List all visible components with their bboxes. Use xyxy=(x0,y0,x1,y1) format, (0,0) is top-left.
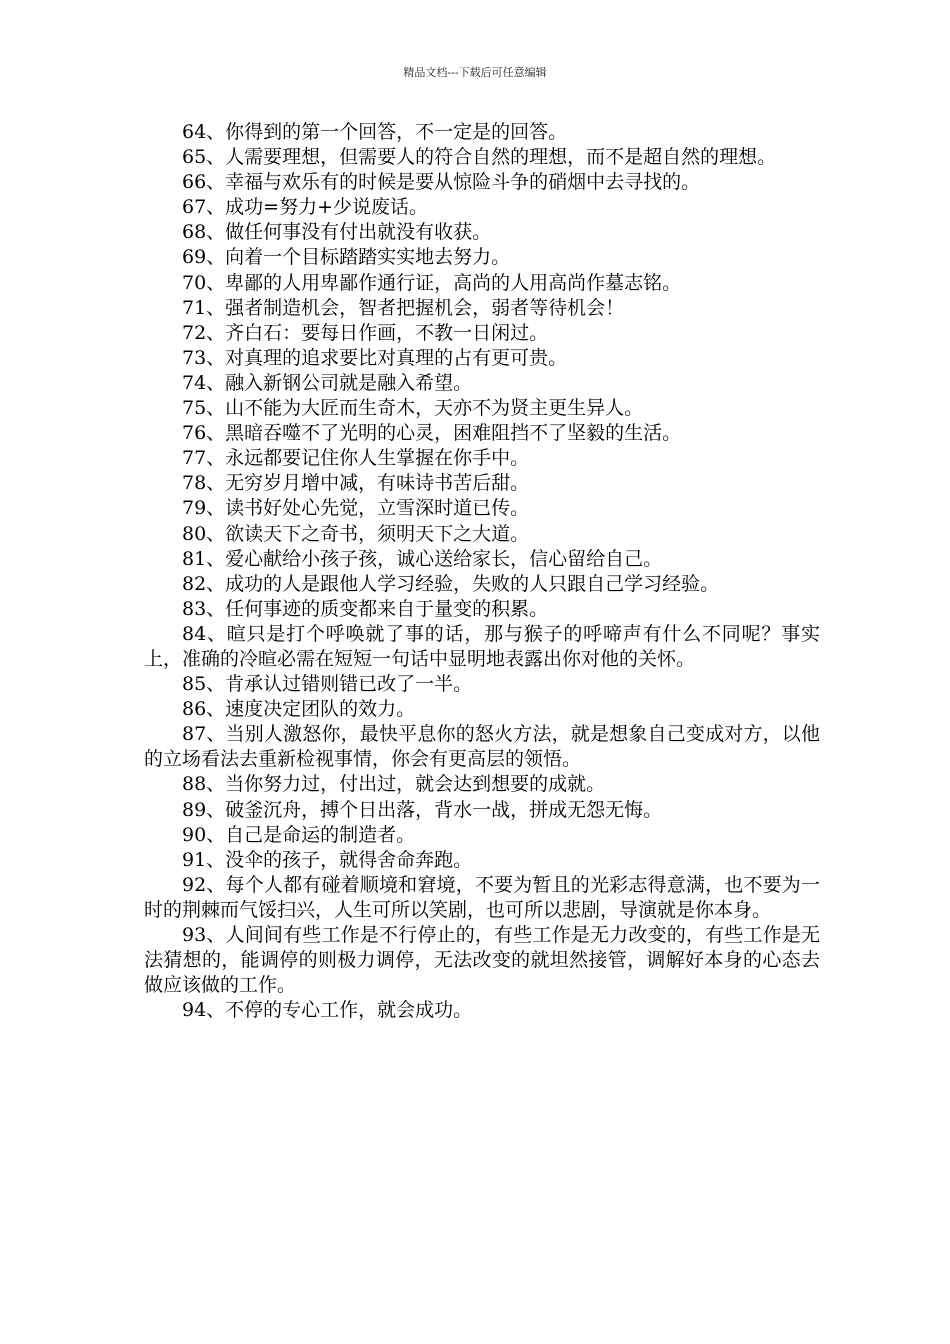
paragraph-92: 92、每个人都有碰着顺境和窘境，不要为暂且的光彩志得意满，也不要为一时的荆棘而气馁扫兴，人生可所以笑剧，也可所以悲剧，导演就是你本身。 xyxy=(144,873,820,921)
paragraph-67: 67、成功=努力+少说废话。 xyxy=(182,196,429,219)
paragraph-78: 78、无穷岁月增中减，有味诗书苦后甜。 xyxy=(182,472,530,495)
paragraph-83: 83、任何事迹的质变都来自于量变的积累。 xyxy=(182,597,549,620)
paragraph-68: 68、做任何事没有付出就没有收获。 xyxy=(182,221,492,244)
paragraph-81: 81、爱心献给小孩子孩，诚心送给家长，信心留给自己。 xyxy=(182,547,663,570)
paragraph-69: 69、向着一个目标踏踏实实地去努力。 xyxy=(182,246,511,269)
paragraph-86: 86、速度决定团队的效力。 xyxy=(182,698,416,721)
paragraph-76: 76、黑暗吞噬不了光明的心灵，困难阻挡不了坚毅的生活。 xyxy=(182,422,682,445)
paragraph-89: 89、破釜沉舟，搏个日出落，背水一战，拼成无怨无悔。 xyxy=(182,798,663,821)
paragraph-65: 65、人需要理想，但需要人的符合自然的理想，而不是超自然的理想。 xyxy=(182,146,777,169)
paragraph-74: 74、融入新钢公司就是融入希望。 xyxy=(182,371,473,394)
paragraph-72: 72、齐白石：要每日作画，不教一日闲过。 xyxy=(182,321,549,344)
paragraph-66: 66、幸福与欢乐有的时候是要从惊险斗争的硝烟中去寻找的。 xyxy=(182,171,701,194)
paragraph-75: 75、山不能为大匠而生奇木，天亦不为贤主更生异人。 xyxy=(182,397,644,420)
page-header: 精品文档---下载后可任意编辑 xyxy=(403,66,547,79)
paragraph-93: 93、人间间有些工作是不行停止的，有些工作是无力改变的，有些工作是无法猜想的，能调停的则极力调停，无法改变的就坦然接管，调解好本身的心态去做应该做的工作。 xyxy=(144,924,820,997)
document-body xyxy=(144,120,820,1023)
paragraph-79: 79、读书好处心先觉，立雪深时道已传。 xyxy=(182,497,530,520)
paragraph-73: 73、对真理的追求要比对真理的占有更可贵。 xyxy=(182,346,568,369)
paragraph-94: 94、不停的专心工作，就会成功。 xyxy=(182,999,473,1022)
paragraph-91: 91、没伞的孩子，就得舍命奔跑。 xyxy=(182,848,473,871)
paragraph-84: 84、暄只是打个呼唤就了事的话，那与猴子的呼啼声有什么不同呢？事实上，准确的冷暄必需在短短一句话中显明地表露出你对他的关怀。 xyxy=(144,622,820,670)
paragraph-90: 90、自己是命运的制造者。 xyxy=(182,823,416,846)
paragraph-82: 82、成功的人是跟他人学习经验，失败的人只跟自己学习经验。 xyxy=(182,572,720,595)
paragraph-64: 64、你得到的第一个回答，不一定是的回答。 xyxy=(182,121,568,143)
paragraph-88: 88、当你努力过，付出过，就会达到想要的成就。 xyxy=(182,773,606,796)
paragraph-70: 70、卑鄙的人用卑鄙作通行证，高尚的人用高尚作墓志铭。 xyxy=(182,271,682,294)
paragraph-87: 87、当别人激怒你，最快平息你的怒火方法，就是想象自己变成对方，以他的立场看法去重新检视事情，你会有更高层的领悟。 xyxy=(144,723,820,771)
paragraph-85: 85、肯承认过错则错已改了一半。 xyxy=(182,673,473,696)
paragraph-71: 71、强者制造机会，智者把握机会，弱者等待机会！ xyxy=(182,296,625,319)
paragraph-80: 80、欲读天下之奇书，须明天下之大道。 xyxy=(182,522,530,545)
paragraph-77: 77、永远都要记住你人生掌握在你手中。 xyxy=(182,447,530,470)
